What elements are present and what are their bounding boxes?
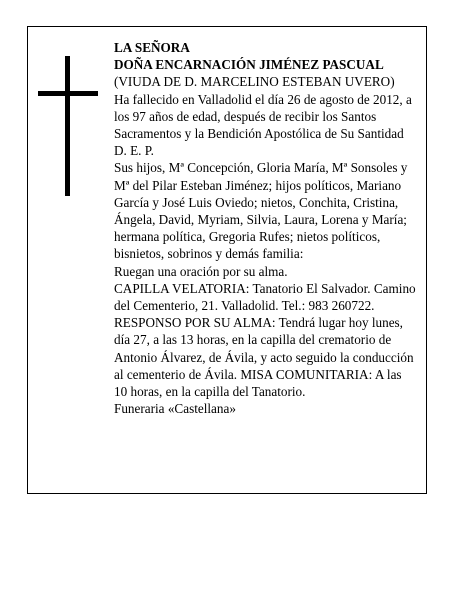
rip-text: D. E. P. bbox=[114, 143, 154, 159]
prayer-request: Ruegan una oración por su alma. bbox=[114, 263, 288, 279]
death-announcement: Ha fallecido en Valladolid el día 26 de agosto de 2012, a los 97 años de edad, después de recibir los Santos Sacramentos y la Bendición Apostólica de Su Santidad bbox=[114, 91, 412, 142]
chapel-info: CAPILLA VELATORIA: Tanatorio El Salvador. Camino del Cementerio, 21. Valladolid. Tel.: 983 260722. bbox=[114, 280, 416, 314]
notice-title: LA SEÑORA bbox=[114, 40, 190, 55]
obituary-text bbox=[114, 39, 418, 417]
cross-horizontal-bar bbox=[38, 91, 98, 96]
deceased-name: DOÑA ENCARNACIÓN JIMÉNEZ PASCUAL bbox=[114, 57, 384, 73]
funeral-home: Funeraria «Castellana» bbox=[114, 401, 236, 417]
responso-info: RESPONSO POR SU ALMA: Tendrá lugar hoy lunes, día 27, a las 13 horas, en la capilla del crematorio de Antonio Álvarez, de Ávila, y acto seguido la conducción al cementerio de Ávila. MISA COMUNITARIA: A las 10 horas, en la capilla del Tanatorio. bbox=[114, 315, 414, 400]
widow-of: (VIUDA DE D. MARCELINO ESTEBAN UVERO) bbox=[114, 74, 395, 90]
cross-vertical-bar bbox=[65, 56, 70, 196]
family-list: Sus hijos, Mª Concepción, Gloria María, Mª Sonsoles y Mª del Pilar Esteban Jiménez; hijos políticos, Mariano García y José Luis Oviedo; nietos, Conchita, Cristina, Ángela, David, Myriam, Silvia, Laura, Lorena y María; hermana política, Gregoria Rufes; nietos políticos, bisnietos, sobrinos y demás familia: bbox=[114, 160, 408, 262]
cross-icon bbox=[38, 56, 98, 196]
